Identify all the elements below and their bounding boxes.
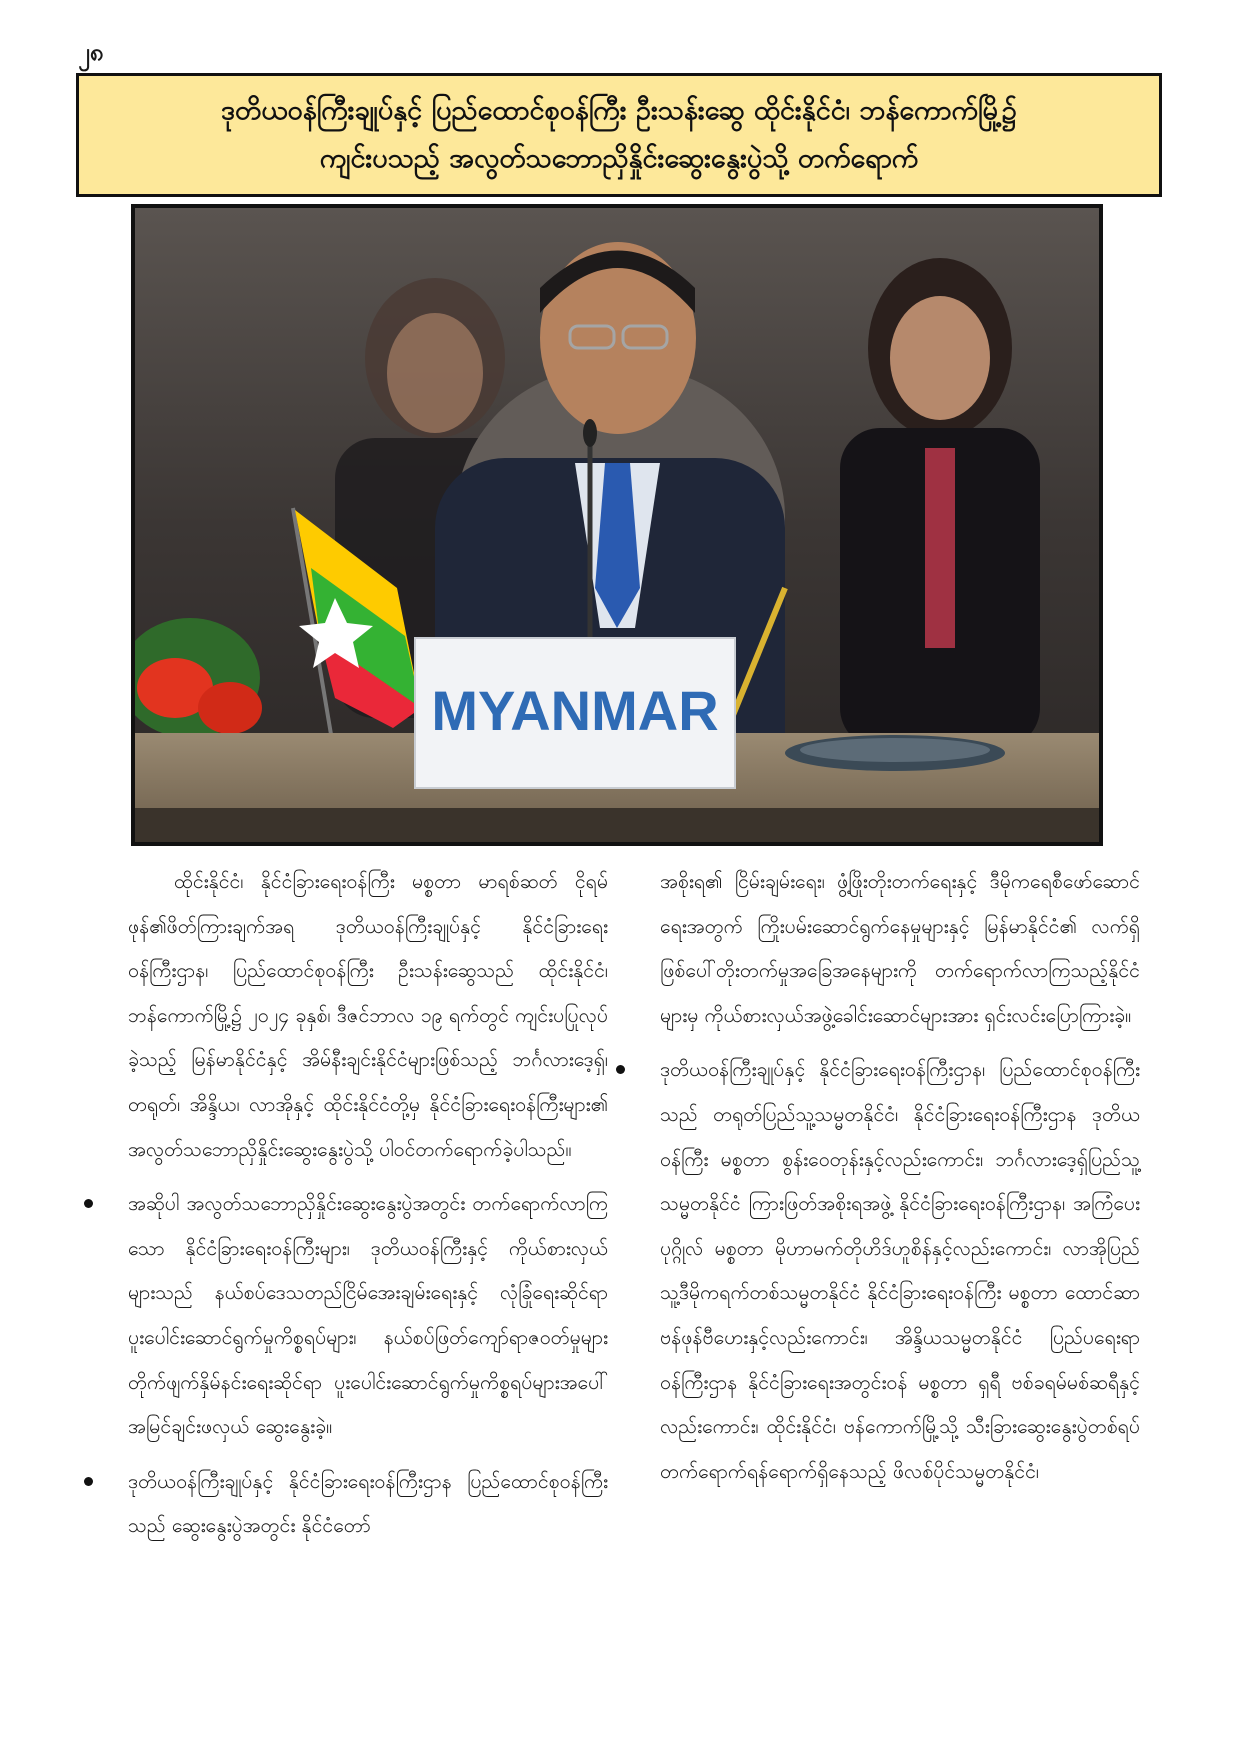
continuation-paragraph: အစိုးရ၏ ငြိမ်းချမ်းရေး၊ ဖွံ့ဖြိုးတိုးတက်ရေးနှင့် ဒီမိုကရေစီဖော်ဆောင်ရေးအတွက် ကြိုးပမ်းဆောင်ရွက်နေမှုများနှင့် မြန်မာနိုင်ငံ၏ လက်ရှိဖြစ်ပေါ်တိုးတက်မှုအခြေအနေများကို တက်ရောက်လာကြသည့်နိုင်ငံများမှ ကိုယ်စားလှယ်အဖွဲ့ခေါင်းဆောင်များအား ရှင်းလင်းပြောကြားခဲ့။ — [660, 870, 1140, 1027]
bullet-icon — [84, 1477, 93, 1486]
bullet-item-3 — [660, 1048, 1140, 1494]
left-column — [128, 860, 608, 1549]
bullet-item-1 — [128, 1182, 608, 1450]
nameplate-text: MYANMAR — [431, 679, 719, 742]
headline-box — [76, 73, 1162, 197]
bullet-item-3-text: ဒုတိယဝန်ကြီးချုပ်နှင့် နိုင်ငံခြားရေးဝန်ကြီးဌာန၊ ပြည်ထောင်စုဝန်ကြီးသည် တရုတ်ပြည်သူ့သမ္မတနိုင်ငံ၊ နိုင်ငံခြားရေးဝန်ကြီးဌာန ဒုတိယဝန်ကြီး မစ္စတာ စွန်းဝေတုန်းနှင့်လည်းကောင်း၊ ဘင်္ဂလားဒေ့ရှ်ပြည်သူ့သမ္မတနိုင်ငံ ကြားဖြတ်အစိုးရအဖွဲ့ နိုင်ငံခြားရေးဝန်ကြီးဌာန၊ အကြံပေးပုဂ္ဂိုလ် မစ္စတာ မိုဟာမက်တိုဟိဒ်ဟူစိန်နှင့်လည်းကောင်း၊ လာအိုပြည်သူ့ဒီမိုကရက်တစ်သမ္မတနိုင်ငံ နိုင်ငံခြားရေးဝန်ကြီး မစ္စတာ ထောင်ဆာဗန်ဖုန်ဗီဟေးနှင့်လည်းကောင်း၊ အိန္ဒိယသမ္မတနိုင်ငံ ပြည်ပရေးရာဝန်ကြီးဌာန နိုင်ငံခြားရေးအတွင်းဝန် မစ္စတာ ရှရီ ဗစ်ခရမ်မစ်ဆရီနှင့်လည်းကောင်း၊ ထိုင်းနိုင်ငံ၊ ဗန်ကောက်မြို့သို့ သီးခြားဆွေးနွေးပွဲတစ်ရပ် တက်ရောက်ရန်ရောက်ရှိနေသည့် ဖိလစ်ပိုင်သမ္မတနိုင်ငံ၊ — [660, 1058, 1140, 1483]
bullet-item-1-text: အဆိုပါ အလွတ်သဘောညှိနှိုင်းဆွေးနွေးပွဲအတွင်း တက်ရောက်လာကြသော နိုင်ငံခြားရေးဝန်ကြီးများ၊ ဒုတိယဝန်ကြီးနှင့် ကိုယ်စားလှယ်များသည် နယ်စပ်ဒေသတည်ငြိမ်အေးချမ်းရေးနှင့် လုံခြုံရေးဆိုင်ရာ ပူးပေါင်းဆောင်ရွက်မှုကိစ္စရပ်များ၊ နယ်စပ်ဖြတ်ကျော်ရာဇဝတ်မှုများ တိုက်ဖျက်နှိမ်နင်းရေးဆိုင်ရာ ပူးပေါင်းဆောင်ရွက်မှုကိစ္စရပ်များအပေါ် အမြင်ချင်းဖလှယ် ဆွေးနွေးခဲ့။ — [128, 1192, 608, 1439]
bullet-item-2 — [128, 1460, 608, 1549]
bullet-icon — [84, 1199, 93, 1208]
right-column — [660, 860, 1140, 1494]
headline-line-2: ကျင်းပသည့် အလွတ်သဘောညှိနှိုင်းဆွေးနွေးပွဲသို့ တက်ရောက် — [319, 143, 919, 174]
bullet-item-2-text: ဒုတိယဝန်ကြီးချုပ်နှင့် နိုင်ငံခြားရေးဝန်ကြီးဌာန ပြည်ထောင်စုဝန်ကြီးသည် ဆွေးနွေးပွဲအတွင်း နိုင်ငံတော် — [128, 1469, 608, 1538]
page-number: ၂၈ — [78, 38, 104, 66]
bullet-icon — [616, 1065, 625, 1074]
headline-line-1: ဒုတိယဝန်ကြီးချုပ်နှင့် ပြည်ထောင်စုဝန်ကြီး ဦးသန်းဆွေ ထိုင်းနိုင်ငံ၊ ဘန်ကောက်မြို့၌ — [220, 95, 1018, 126]
news-photo — [131, 204, 1103, 846]
intro-paragraph: ထိုင်းနိုင်ငံ၊ နိုင်ငံခြားရေးဝန်ကြီး မစ္စတာ မာရစ်ဆတ် ငိုရမ်ဖုန်၏ဖိတ်ကြားချက်အရ ဒုတိယဝန်ကြီးချုပ်နှင့် နိုင်ငံခြားရေးဝန်ကြီးဌာန၊ ပြည်ထောင်စုဝန်ကြီး ဦးသန်းဆွေသည် ထိုင်းနိုင်ငံ၊ ဘန်ကောက်မြို့၌ ၂၀၂၄ ခုနှစ်၊ ဒီဇင်ဘာလ ၁၉ ရက်တွင် ကျင်းပပြုလုပ်ခဲ့သည့် မြန်မာနိုင်ငံနှင့် အိမ်နီးချင်းနိုင်ငံများဖြစ်သည့် ဘင်္ဂလားဒေ့ရှ်၊ တရုတ်၊ အိန္ဒိယ၊ လာအိုနှင့် ထိုင်းနိုင်ငံတို့မှ နိုင်ငံခြားရေးဝန်ကြီးများ၏ အလွတ်သဘောညှိနှိုင်းဆွေးနွေးပွဲသို့ ပါဝင်တက်ရောက်ခဲ့ပါသည်။ — [128, 870, 608, 1161]
